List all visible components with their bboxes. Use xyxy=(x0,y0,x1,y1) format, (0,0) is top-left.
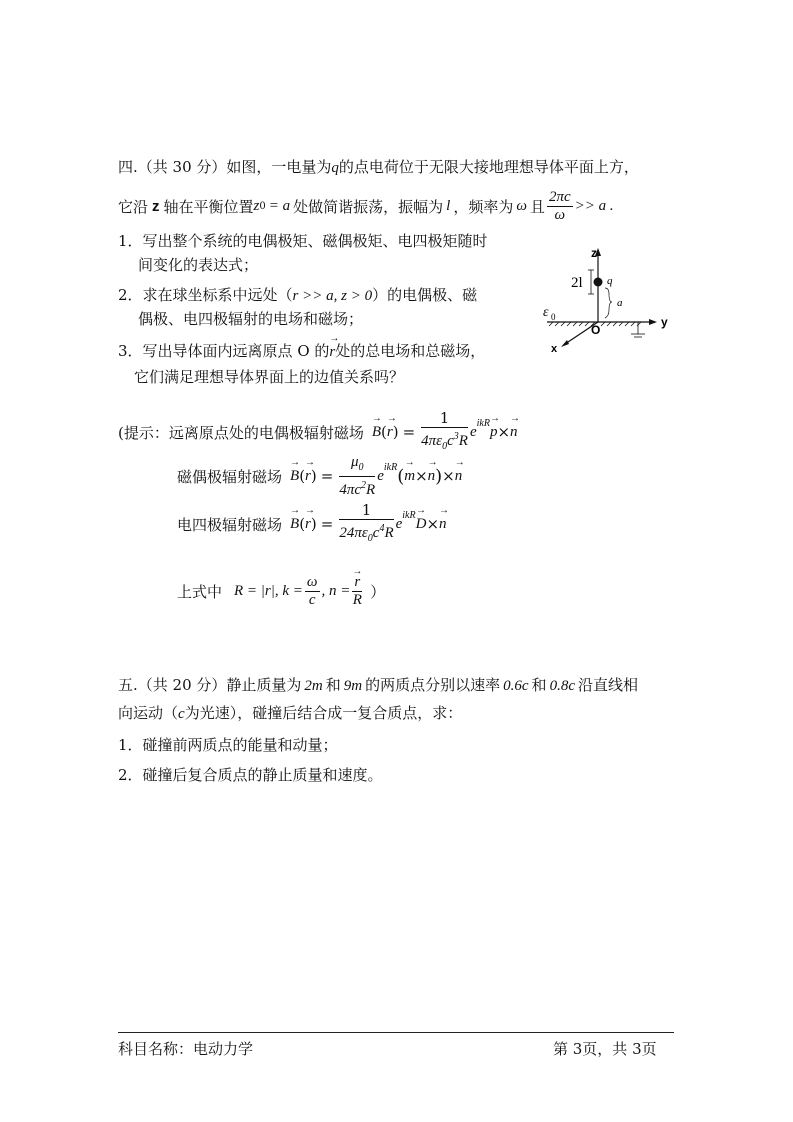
x-axis-label: x xyxy=(551,343,558,355)
y-axis-label: y xyxy=(661,315,668,329)
q4-line1: 四.（共 30 分）如图，一电量为q的点电荷位于无限大接地理想导体平面上方， xyxy=(118,158,639,176)
charge-label: q xyxy=(607,275,613,287)
q5-item2: 2．碰撞后复合质点的静止质量和速度。 xyxy=(118,766,383,784)
hint-electric-dipole: (提示：远离原点处的电偶极辐射磁场 → B ( → r ) = $\frac{1}{4\pi\varepsilon_0c^3R}$ e $^{ikR}$ → p × → n xyxy=(118,412,518,452)
q4-line2: 它沿 z 轴在平衡位置 z 0 = a 处做简谐振荡，振幅为 l ，频率为 ω 且 $\frac{2\pi c}{\omega}$ >> a . xyxy=(118,188,614,223)
q5-line1: 五.（共 20 分）静止质量为 2m 和 9m 的两质点分别以速率 0.6c 和 0.8c 沿直线相 xyxy=(118,676,638,694)
q4-item1-b: 间变化的表达式； xyxy=(138,256,259,274)
q4-item3-a: 3．写出导体面内远离原点 O 的→ r处的总电场和总磁场， xyxy=(118,340,485,361)
footer-page-number: 第 3页，共 3页 xyxy=(553,1040,657,1058)
footer-subject: 科目名称：电动力学 xyxy=(118,1040,254,1058)
epsilon-sub: 0 xyxy=(551,312,556,322)
charge-diagram xyxy=(535,240,675,355)
distance-a-label: a xyxy=(617,297,623,309)
hint-magnetic-dipole: 磁偶极辐射磁场 → B ( → r ) = $\frac{\mu_0}{4\pi c^2R}$ e $^{ikR}$ ( → m × → n ) × → n xyxy=(177,456,462,496)
point-charge xyxy=(594,278,603,287)
freq-fraction: $\frac{2\pi c}{\omega}$ xyxy=(548,188,571,223)
footer-rule xyxy=(118,1032,674,1033)
z-axis-label: z xyxy=(591,246,597,260)
q4-item1-a: 1．写出整个系统的电偶极矩、磁偶极矩、电四极矩随时 xyxy=(118,232,488,250)
q5-line2: 向运动（c为光速），碰撞后结合成一复合质点，求： xyxy=(118,704,463,722)
origin-label: O xyxy=(591,323,601,337)
amplitude-label: 2l xyxy=(571,275,583,291)
q4-item2-a: 2．求在球坐标系中远处（r >> a, z > 0）的电偶极、磁 xyxy=(118,286,478,304)
hint-electric-quadrupole: 电四极辐射磁场 → B ( → r ) = $\frac{1}{24\pi\varepsilon_0c^4R}$ e $^{ikR}$ → D × → n xyxy=(177,504,447,544)
q4-item3-c: 它们满足理想导体界面上的边值关系吗？ xyxy=(134,368,405,386)
q4-item2-c: 偶极、电四极辐射的电场和磁场； xyxy=(138,310,364,328)
epsilon-label: ε xyxy=(543,305,549,320)
hint-definitions: 上式中 R = |r|, k = $\frac{\omega}{c}$ , n = → $\frac{r}{R}$ ） xyxy=(177,570,385,612)
q5-item1: 1．碰撞前两质点的能量和动量； xyxy=(118,736,338,754)
